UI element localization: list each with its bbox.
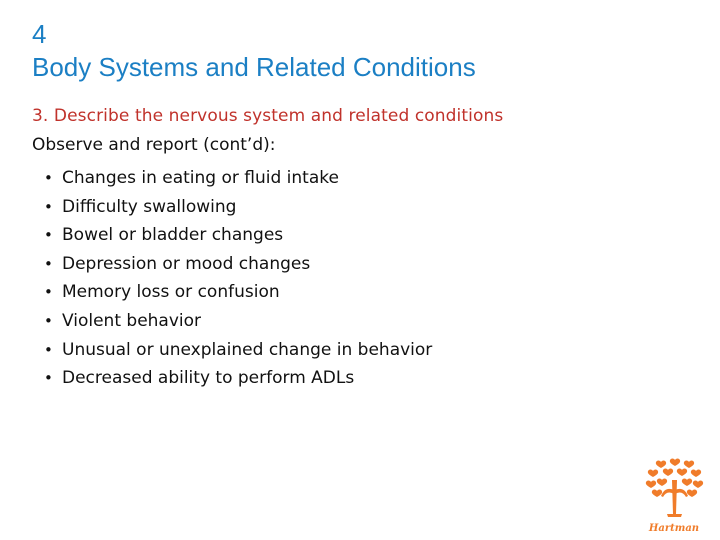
list-item-text: Violent behavior xyxy=(62,310,202,331)
bullet-icon: • xyxy=(44,311,53,330)
slide-title xyxy=(32,18,476,84)
list-item xyxy=(44,336,432,365)
list-item-text: Depression or mood changes xyxy=(62,253,311,274)
section-subtitle: 3. Describe the nervous system and related conditions xyxy=(32,106,504,126)
chapter-number: 4 xyxy=(32,19,47,49)
list-item xyxy=(44,307,432,336)
bullet-icon: • xyxy=(44,340,53,359)
bullet-icon: • xyxy=(44,197,53,216)
list-item xyxy=(44,193,432,222)
bullet-list xyxy=(44,164,432,393)
chapter-title: Body Systems and Related Conditions xyxy=(32,52,476,82)
list-item-text: Difficulty swallowing xyxy=(62,196,237,217)
bullet-icon: • xyxy=(44,369,53,388)
list-item xyxy=(44,221,432,250)
list-item xyxy=(44,278,432,307)
logo-text: Hartman xyxy=(648,523,700,534)
list-item-text: Changes in eating or fluid intake xyxy=(62,168,339,188)
bullet-icon: • xyxy=(44,283,53,302)
intro-text: Observe and report (cont’d): xyxy=(32,135,276,155)
list-item-text: Decreased ability to perform ADLs xyxy=(62,368,355,389)
bullet-icon: • xyxy=(44,169,53,187)
list-item xyxy=(44,250,432,279)
bullet-icon: • xyxy=(44,226,53,245)
list-item xyxy=(44,164,432,193)
bullet-icon: • xyxy=(44,254,53,273)
hartman-logo xyxy=(641,456,707,536)
heart-tree-icon xyxy=(641,456,707,536)
list-item-text: Memory loss or confusion xyxy=(62,282,280,303)
list-item xyxy=(44,364,432,393)
list-item-text: Unusual or unexplained change in behavior xyxy=(62,339,433,360)
list-item-text: Bowel or bladder changes xyxy=(62,225,284,246)
